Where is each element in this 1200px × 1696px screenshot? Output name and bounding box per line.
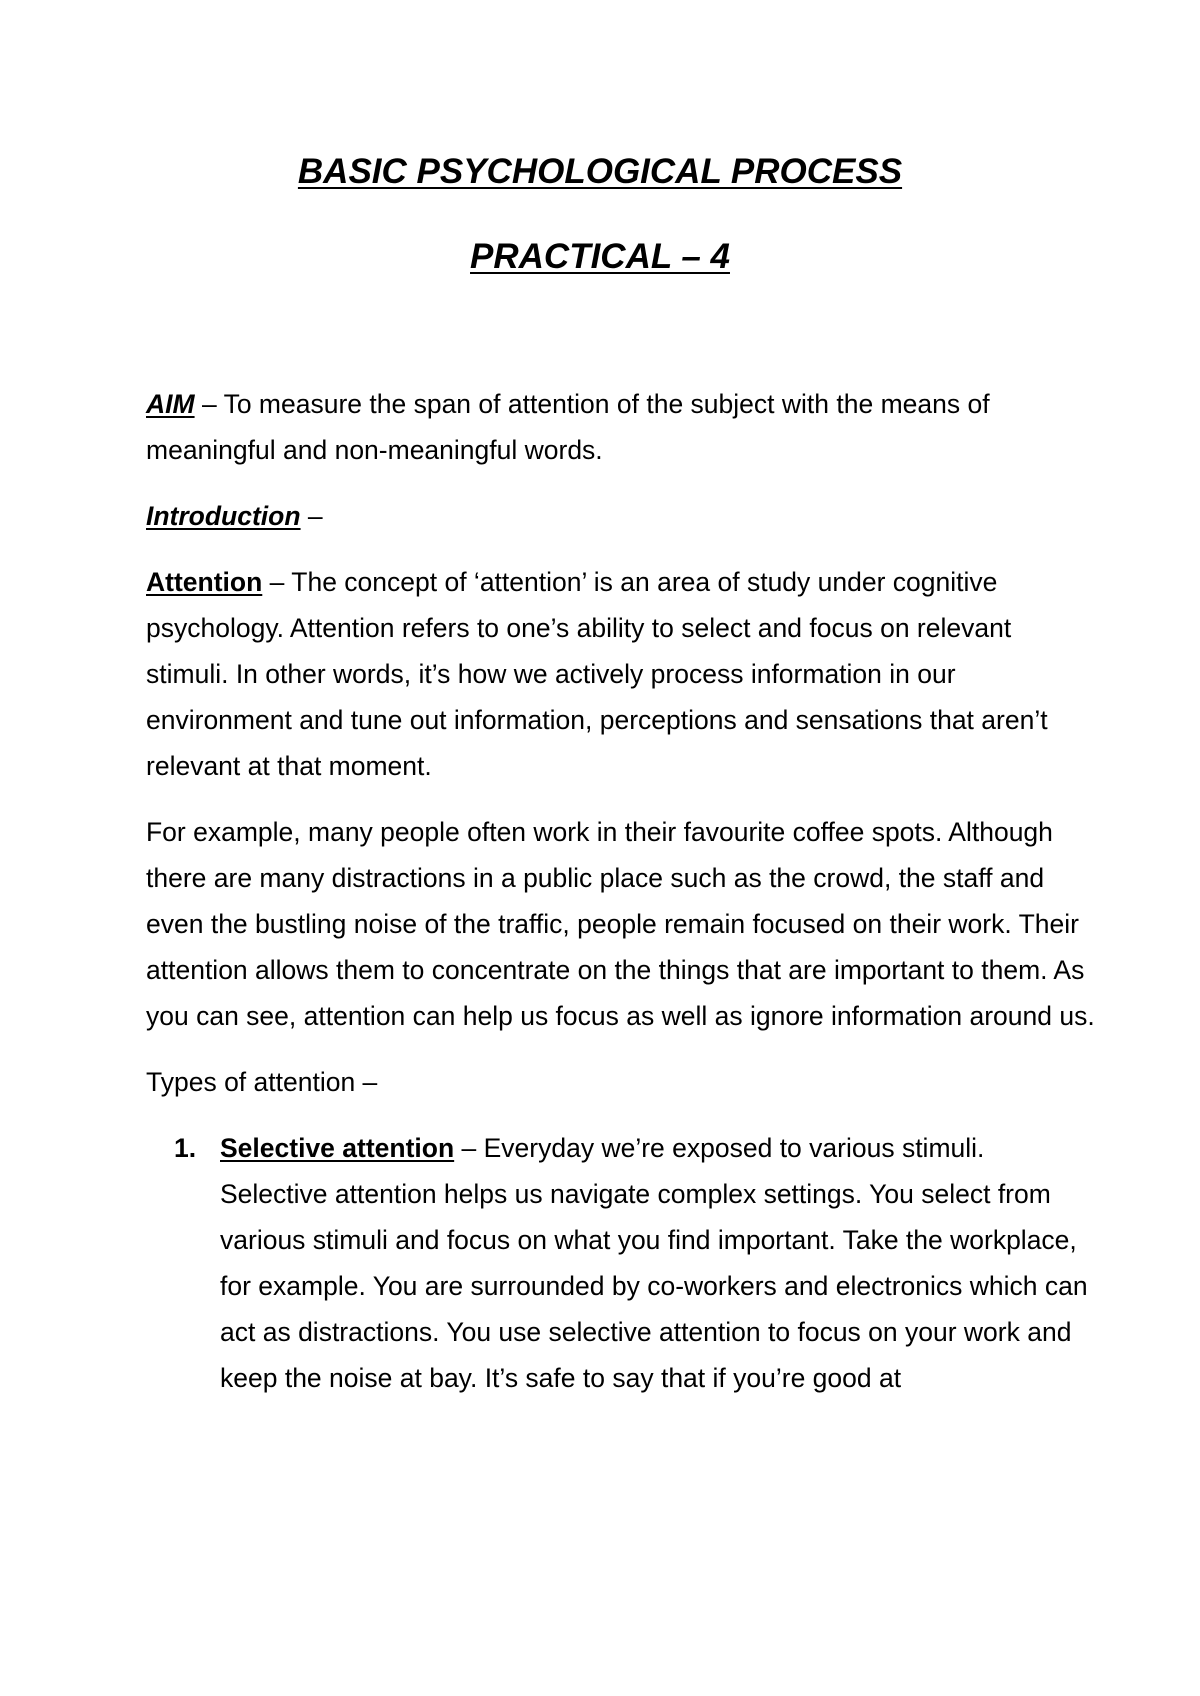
aim-text: To measure the span of attention of the subject with the means of meaningful and non-meaningful words. (146, 389, 990, 465)
types-list (146, 1125, 1096, 1401)
introduction-label: Introduction (146, 501, 301, 531)
aim-separator: – (194, 389, 224, 419)
attention-separator: – (262, 567, 292, 597)
types-heading: Types of attention – (146, 1067, 378, 1097)
list-item-separator: – (454, 1133, 484, 1163)
attention-paragraph (146, 559, 1096, 789)
example-paragraph: For example, many people often work in their favourite coffee spots. Although there are many distractions in a public place such as the crowd, the staff and even the bustling noise of the traffic, people remain focused on their work. Their attention allows them to concentrate on the things that are important to them. As you can see, attention can help us focus as well as ignore information around us. (146, 817, 1095, 1031)
practical-number: PRACTICAL – 4 (470, 237, 730, 276)
list-item (146, 1125, 1096, 1401)
introduction-heading (146, 493, 1096, 539)
selective-attention-label: Selective attention (220, 1133, 455, 1163)
aim-paragraph (146, 381, 1096, 473)
attention-label: Attention (146, 567, 263, 597)
document-title: BASIC PSYCHOLOGICAL PROCESS (297, 152, 903, 191)
introduction-suffix: – (300, 501, 323, 531)
selective-attention-text: Everyday we’re exposed to various stimuli. Selective attention helps us navigate complex settings. You select from various stimuli and focus on what you find important. Take the workplace, for example. You are surrounded by co-workers and electronics which can act as distractions. You use selective attention to focus on your work and keep the noise at bay. It’s safe to say that if you’re good at (220, 1133, 1088, 1393)
list-item-number: 1. (174, 1133, 197, 1163)
document-body (146, 381, 1096, 1401)
attention-text: The concept of ‘attention’ is an area of study under cognitive psychology. Attention refers to one’s ability to select and focus on relevant stimuli. In other words, it’s how we actively process information in our environment and tune out information, perceptions and sensations that aren’t relevant at that moment. (146, 567, 1048, 781)
aim-label: AIM (146, 389, 195, 419)
